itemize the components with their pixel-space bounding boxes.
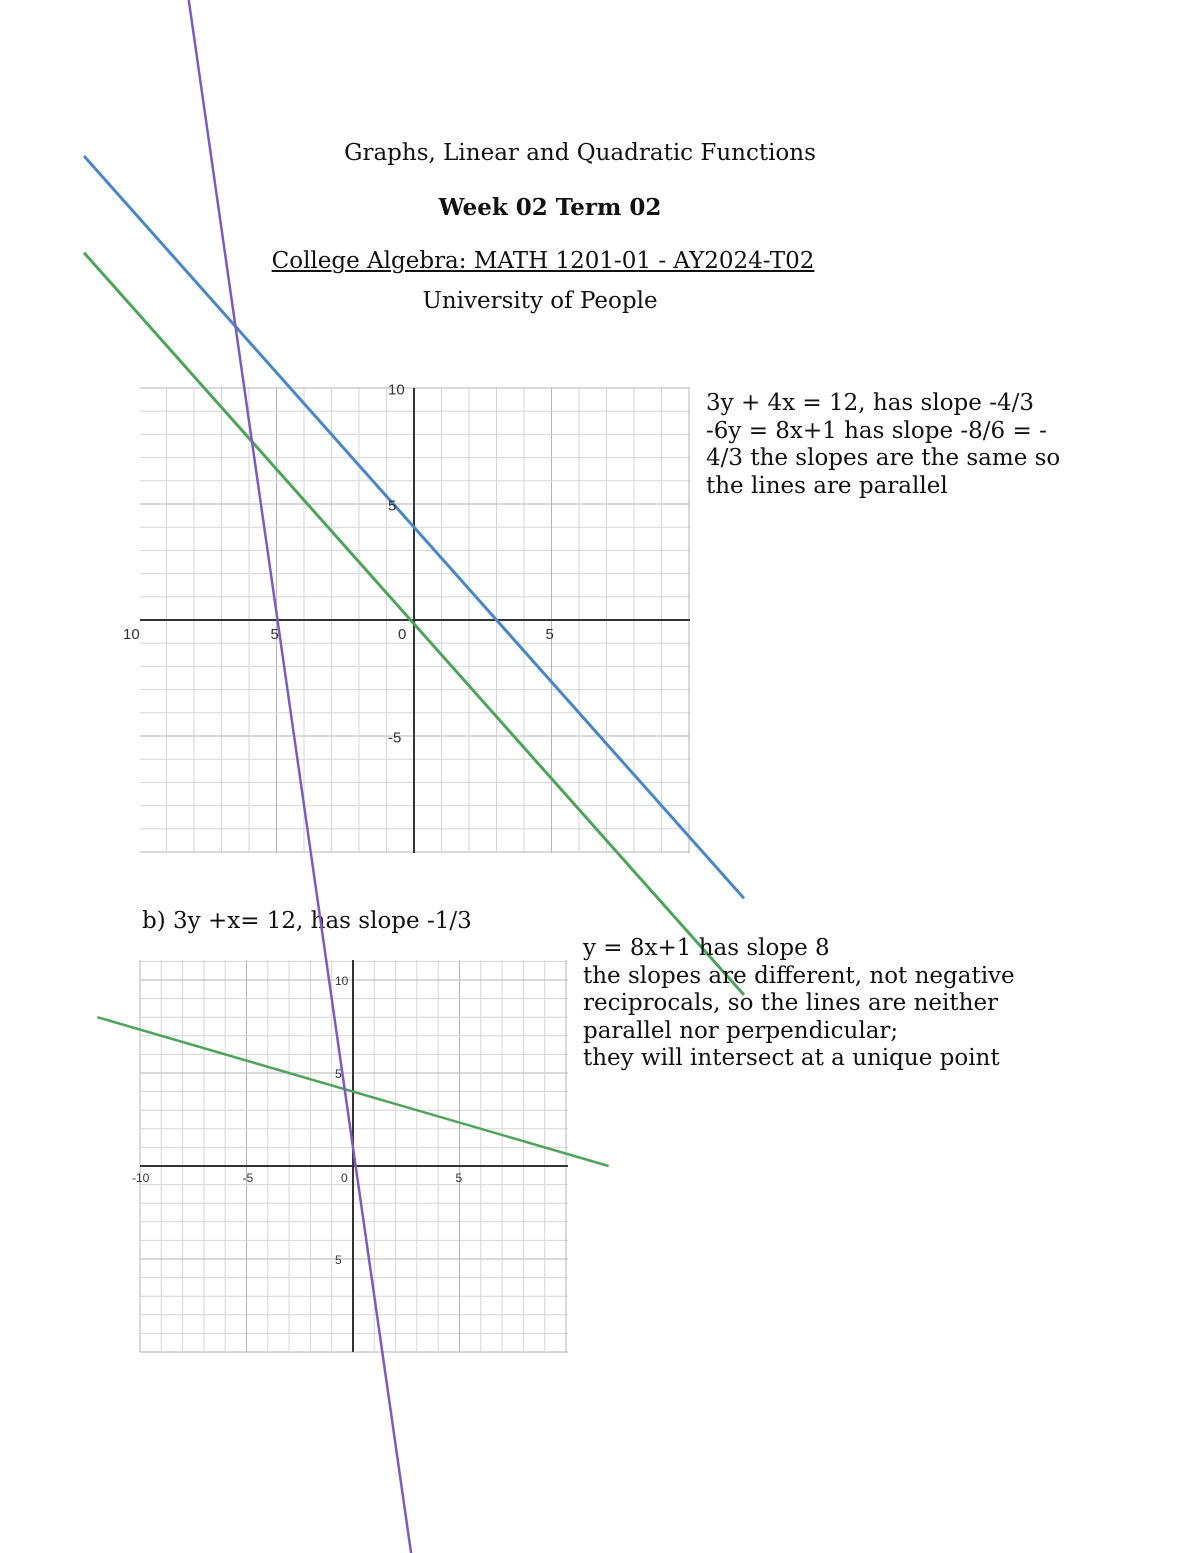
course-label: College Algebra: MATH 1201-01 - AY2024-T02 (271, 248, 815, 274)
x-tick-label: 5 (270, 626, 279, 643)
graph-part-b (132, 960, 568, 1352)
y-tick-label: 5 (335, 1067, 342, 1081)
x-tick-label: -5 (242, 1171, 254, 1185)
y-tick-label: -5 (388, 729, 402, 747)
part-a-note-line: the lines are parallel (706, 472, 948, 499)
x-tick-label: 5 (455, 1171, 463, 1185)
x-tick-label: 0 (341, 1171, 348, 1185)
x-tick-label: -10 (132, 1171, 150, 1185)
x-tick-label: 5 (545, 626, 554, 643)
x-tick-label: 10 (123, 626, 140, 643)
part-a-notes (706, 390, 1061, 500)
y-tick-label: 5 (335, 1253, 342, 1267)
part-b-note-line: reciprocals, so the lines are neither (583, 990, 999, 1016)
school-label: University of People (422, 288, 658, 314)
series-line (84, 253, 744, 995)
week-label: Week 02 Term 02 (438, 194, 662, 221)
part-b-note-line: they will intersect at a unique point (583, 1045, 1000, 1071)
y-tick-label: 5 (388, 497, 397, 515)
part-b-label: b) 3y +x= 12, has slope -1/3 (142, 908, 472, 934)
document-title: Graphs, Linear and Quadratic Functions (344, 140, 816, 166)
graph-part-a (123, 381, 690, 853)
part-b-note-line: parallel nor perpendicular; (583, 1017, 899, 1044)
part-b-note-line: the slopes are different, not negative (583, 962, 1015, 989)
part-a-note-line: -6y = 8x+1 has slope -8/6 = - (706, 417, 1047, 444)
y-tick-label: 10 (335, 974, 349, 988)
part-b-note-line: y = 8x+1 has slope 8 (583, 935, 830, 961)
part-a-note-line: 4/3 the slopes are the same so (706, 445, 1061, 471)
part-a-note-line: 3y + 4x = 12, has slope -4/3 (706, 390, 1034, 416)
y-tick-label: 10 (388, 381, 405, 399)
x-tick-label: 0 (398, 626, 407, 643)
part-b-notes (583, 935, 1023, 1073)
